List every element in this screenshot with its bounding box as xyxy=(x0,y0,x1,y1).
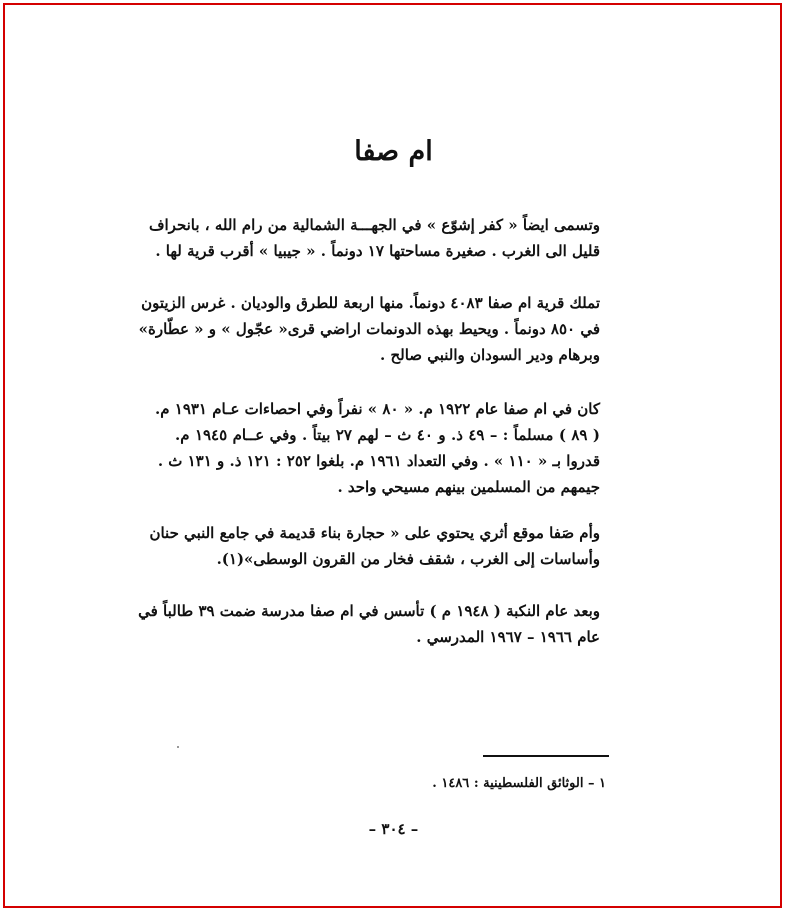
text-line: تملك قرية ام صفا ٤٠٨٣ دونماً. منها اربعة للطرق والوديان . غرس الزيتون xyxy=(141,294,600,312)
text-line: قليل الى الغرب . صغيرة مساحتها ١٧ دونماً . « جيبيا » أقرب قرية لها . xyxy=(155,242,600,260)
text-line: وأساسات إلى الغرب ، شقف فخار من القرون الوسطى»(١). xyxy=(216,550,600,568)
text-line: قدروا بـ « ١١٠ » . وفي التعداد ١٩٦١ م. بلغوا ٢٥٢ : ١٢١ ذ. و ١٣١ ث . xyxy=(157,452,600,470)
text-line: وبرهام ودير السودان والنبي صالح . xyxy=(380,346,600,364)
text-line: عام ١٩٦٦ – ١٩٦٧ المدرسي . xyxy=(416,628,600,646)
paragraph-1 xyxy=(148,212,600,264)
text-line: وبعد عام النكبة ( ١٩٤٨ م ) تأسس في ام صفا مدرسة ضمت ٣٩ طالباً في xyxy=(138,602,600,620)
text-line: ( ٨٩ ) مسلماً : – ٤٩ ذ. و ٤٠ ث – لهم ٢٧ بيتاً . وفي عــام ١٩٤٥ م. xyxy=(175,426,600,444)
speck-mark xyxy=(177,746,179,748)
text-line: جيمهم من المسلمين بينهم مسيحي واحد . xyxy=(337,478,600,496)
text-line: في ٨٥٠ دونماً . ويحيط بهذه الدونمات اراضي قرى« عجّول » و « عطّارة» xyxy=(138,320,600,338)
paragraph-5 xyxy=(138,598,600,650)
footnote: ١ – الوثائق الفلسطينية : ١٤٨٦ . xyxy=(432,776,606,791)
paragraph-3 xyxy=(155,396,600,500)
text-line: كان في ام صفا عام ١٩٢٢ م. « ٨٠ » نفراً وفي احصاءات عـام ١٩٣١ م. xyxy=(155,400,600,418)
paragraph-4 xyxy=(149,520,600,572)
text-line: وتسمى ايضاً « كفر إشوّع » في الجهـــة الشمالية من رام الله ، بانحراف xyxy=(148,216,600,234)
paragraph-2 xyxy=(138,290,600,368)
page-number: – ٣٠٤ – xyxy=(368,820,419,838)
text-line: وأم صَفا موقع أثري يحتوي على « حجارة بناء قديمة في جامع النبي حنان xyxy=(149,524,600,542)
page-title: ام صفا xyxy=(354,136,433,167)
footnote-divider xyxy=(483,755,609,757)
